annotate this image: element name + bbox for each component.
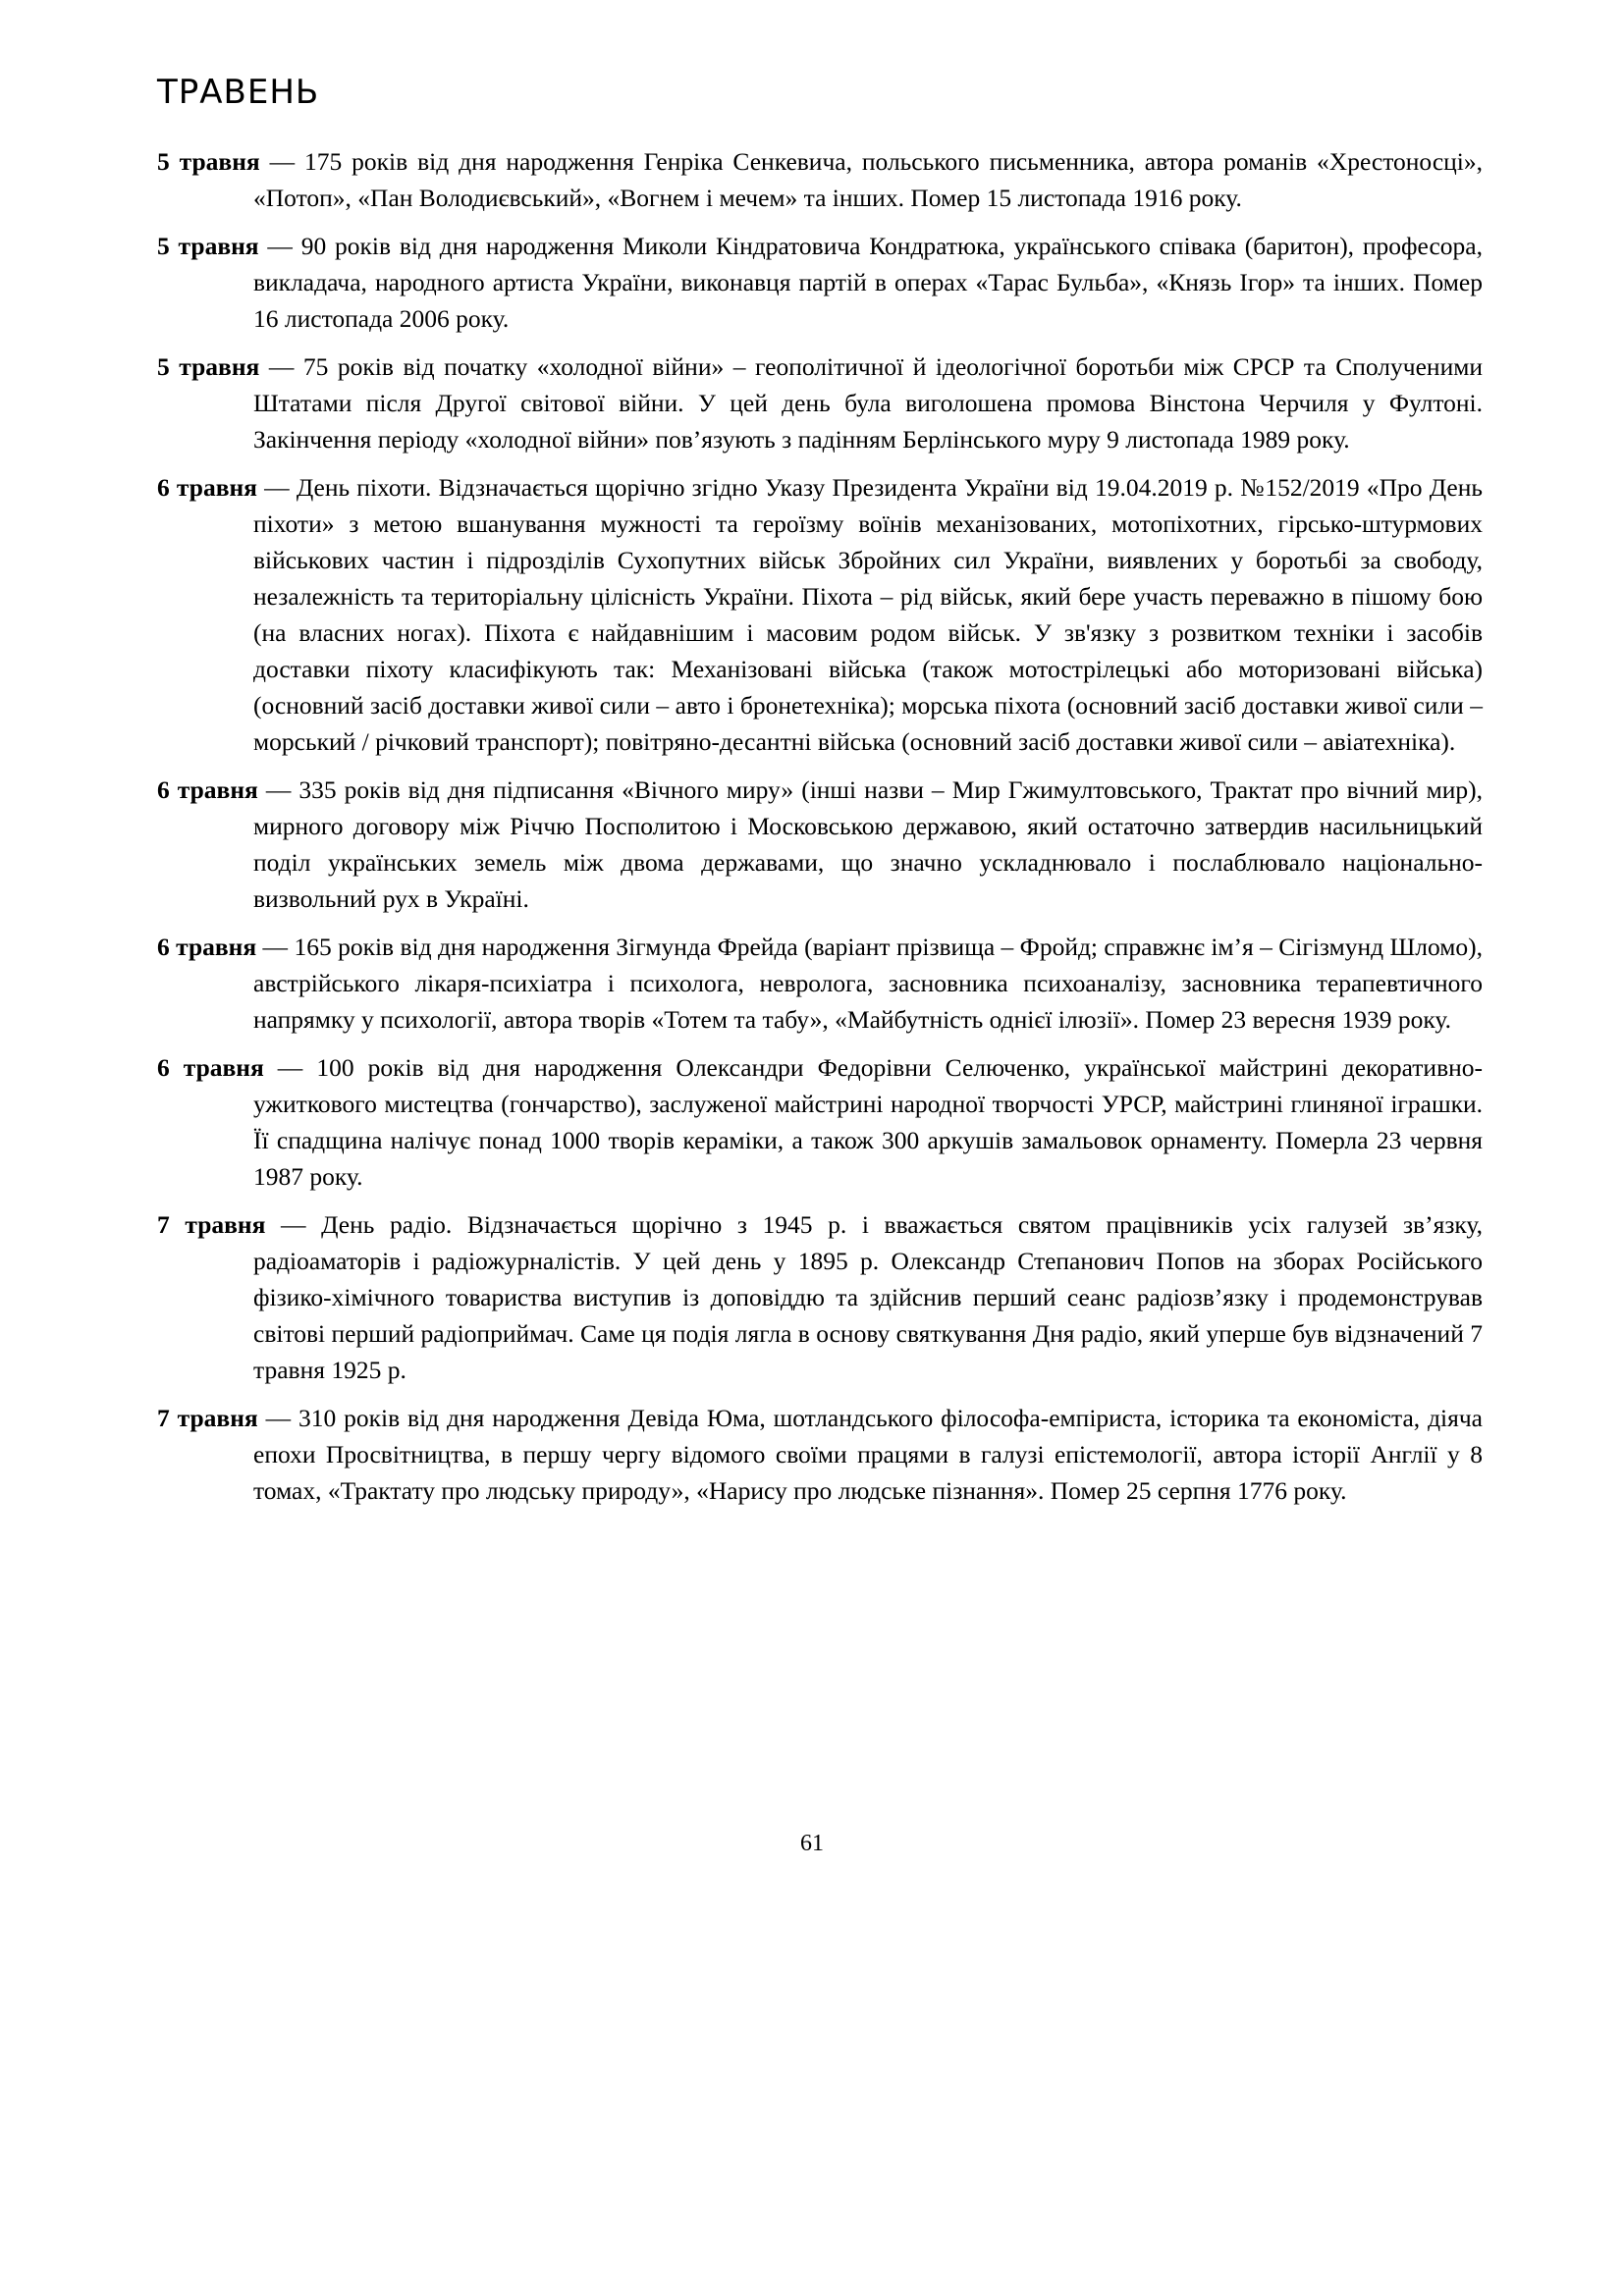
entry-text: — 335 років від дня підписання «Вічного миру» (інші назви – Мир Гжимултовського, Трактат про вічний мир), мирного договору між Річчю Посполитою і Московською державою, який остаточно затвердив насильницький поділ українських земель між двома державами, що значно ускладнювало і послаблювало національно-визвольний рух в Україні. [253,775,1483,913]
entry-text: — 175 років від дня народження Генріка Сенкевича, польського письменника, автора романів «Хрестоносці», «Потоп», «Пан Володиєвський», «Вогнем і мечем» та інших. Помер 15 листопада 1916 року. [253,147,1483,212]
entry-text: — День піхоти. Відзначається щорічно згідно Указу Президента України від 19.04.2019 р. №152/2019 «Про День піхоти» з метою вшанування мужності та героїзму воїнів механізованих, мотопіхотних, гірсько-штурмових військових частин і підрозділів Сухопутних військ Збройних сил України, виявлених у боротьбі за свободу, незалежність та територіальну цілісність України. Піхота – рід військ, який бере участь переважно в пішому бою (на власних ногах). Піхота є найдавнішим і масовим родом військ. У зв'язку з розвитком техніки і засобів доставки піхоту класифікують так: Механізовані війська (також мотострілецькі або моторизовані війська) (основний засіб доставки живої сили – авто і бронетехніка); морська піхота (основний засіб доставки живої сили – морський / річковий транспорт); повітряно-десантні війська (основний засіб доставки живої сили – авіатехніка). [253,473,1483,756]
entry [157,348,1483,457]
entry-date: 7 травня [157,1404,258,1432]
section-title: ТРАВЕНЬ [157,73,320,112]
entry-date: 7 травня [157,1210,266,1239]
entry-date: 5 травня [157,147,260,176]
entry [157,228,1483,337]
entry-text: — 165 років від дня народження Зігмунда Фрейда (варіант прізвища – Фройд; справжнє ім’я – Сігізмунд Шломо), австрійського лікаря-психіатра і психолога, невролога, засновника психоаналізу, засновника терапевтичного напрямку у психології, автора творів «Тотем та табу», «Майбутність однієї ілюзії». Помер 23 вересня 1939 року. [253,933,1483,1034]
entry-text: — 90 років від дня народження Миколи Кіндратовича Кондратюка, українського співака (баритон), професора, викладача, народного артиста України, виконавця партій в операх «Тарас Бульба», «Князь Ігор» та інших. Помер 16 листопада 2006 року. [253,232,1483,333]
entry-date: 6 травня [157,473,257,502]
entry [157,772,1483,917]
entry-date: 6 травня [157,1053,264,1082]
page-content [157,69,1483,1521]
entry [157,1400,1483,1509]
entry-text: — День радіо. Відзначається щорічно з 1945 р. і вважається святом працівників усіх галузей зв’язку, радіоаматорів і радіожурналістів. У цей день у 1895 р. Олександр Степанович Попов на зборах Російського фізико-хімічного товариства виступив із доповіддю та здійснив перший сеанс радіозв’язку і продемонстрував світові перший радіоприймач. Саме ця подія лягла в основу святкування Дня радіо, який уперше був відзначений 7 травня 1925 р. [253,1210,1483,1384]
entry-date: 6 травня [157,775,258,804]
entry [157,469,1483,760]
entry [157,143,1483,216]
entry [157,1049,1483,1195]
entry-date: 6 травня [157,933,257,961]
page-number: 61 [800,1831,824,1856]
entry [157,929,1483,1038]
entry [157,1206,1483,1388]
entry-date: 5 травня [157,232,259,260]
entry-text: — 100 років від дня народження Олександри Федорівни Селюченко, української майстрині декоративно-ужиткового мистецтва (гончарство), заслуженої майстрині народної творчості УРСР, майстрині глиняної іграшки. Її спадщина налічує понад 1000 творів кераміки, а також 300 аркушів замальовок орнаменту. Померла 23 червня 1987 року. [253,1053,1484,1191]
entry-text: — 75 років від початку «холодної війни» – геополітичної й ідеологічної боротьби між СРСР та Сполученими Штатами після Другої світової війни. У цей день була виголошена промова Вінстона Черчиля у Фултоні. Закінчення періоду «холодної війни» пов’язують з падінням Берлінського муру 9 листопада 1989 року. [253,352,1483,454]
entry-date: 5 травня [157,352,260,381]
entry-text: — 310 років від дня народження Девіда Юма, шотландського філософа-емпіриста, історика та економіста, діяча епохи Просвітництва, в першу чергу відомого своїми працями в галузі епістемології, автора історії Англії у 8 томах, «Трактату про людську природу», «Нарису про людське пізнання». Помер 25 серпня 1776 року. [253,1404,1484,1505]
